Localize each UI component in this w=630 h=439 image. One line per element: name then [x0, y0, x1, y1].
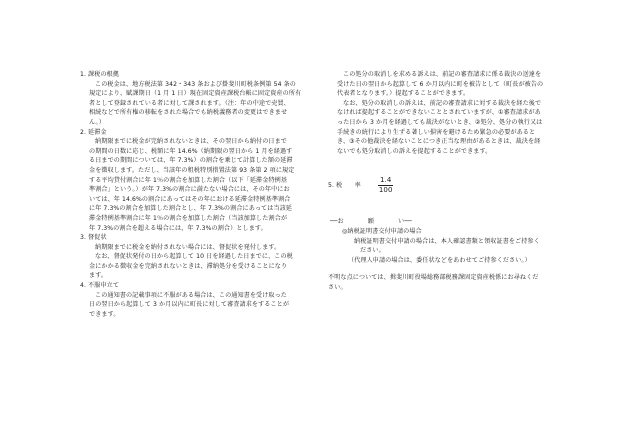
request-notice [328, 217, 560, 265]
text-line: ださい。 [360, 247, 385, 255]
text-line: この通知書の記載事項に不服がある場合は、この通知書を受け取った [95, 291, 288, 299]
section-title: 4. 不服申立て [80, 282, 120, 290]
right-column [328, 70, 560, 293]
text-line: できます。 [89, 310, 120, 318]
tax-rate-fraction [378, 176, 393, 195]
section-title: 1. 課税の根拠 [80, 71, 120, 78]
text-line: 納期限までに税金を納付されない場合には、督促状を発付します。 [95, 243, 281, 251]
notice-item: ◎納税証明書交付申請の場合 [342, 227, 422, 235]
notice-heading-left: ──お [330, 218, 344, 226]
section-body [80, 243, 312, 281]
text-line: 準割合」という。）が年 7.3%の割合に満たない場合には、その年中にお [89, 186, 290, 194]
text-line: この処分の取消しを求める訴えは、前記の審査請求に係る裁決の送達を [343, 71, 542, 78]
text-line: に年 7.3%の割合を加算した割合とし、年 7.3%の割合にあっては当該延 [89, 205, 293, 213]
text-line: 納期限までに税金が完納されないときは、その翌日から納付の日まで [95, 138, 288, 146]
text-line: ます。 [89, 272, 108, 280]
text-line: 滞金特例基準割合に年 1％の割合を加算した割合（当該加算した割合が [89, 214, 288, 222]
text-line: なければ提起することができないこととされていますが、①審査請求があ [337, 109, 541, 117]
text-line: この税金は、地方税法第 342・343 条および掛斐川町税条例第 54 条の [95, 80, 297, 88]
text-line: る日までの期間については、年 7.3%）の割合を乗じて計算した額の延滞 [89, 157, 293, 165]
text-line: 金にかかる徴収金を完納されないときは、滞納処分を受けることになり [89, 262, 288, 270]
text-line: 手続きの続行により生ずる著しい損害を避けるため緊急の必要があると [337, 128, 536, 136]
left-column [80, 70, 312, 319]
section-body [80, 291, 312, 320]
text-line: き、③その他裁決を経ないことにつき正当な理由があるときは、裁決を経 [337, 138, 541, 146]
notice-heading-mid: 願 [367, 218, 374, 226]
section-body [80, 80, 312, 128]
text-line: （代理人申請の場合は、委任状などをあわせてご持参ください。） [348, 256, 531, 264]
text-line: 規定により、賦課期日（1 月 1 日）現在固定資産課税台帳に固定資産の所有 [89, 90, 302, 98]
text-line: 不明な点については、揖斐川町役場総務部税務課固定資産税係にお尋ねくだ [328, 274, 539, 282]
text-line: 受けた日の翌日から起算して 6 か月以内に町を被告として（町長が被告の [337, 80, 544, 88]
tax-rate [328, 176, 560, 195]
tax-rate-numerator: 1.4 [380, 176, 392, 185]
text-line: 金を徴収します。ただし、当該年の租税特別措置法第 93 条第 2 項に規定 [89, 166, 295, 174]
text-line: 納税証明書交付申請の場合は、本人確認書類と領収証書をご持参く [354, 237, 540, 245]
text-line: 代表者となります。）提起することができます。 [337, 90, 470, 98]
closing-paragraph [328, 273, 560, 292]
text-line: 者として登録されている者に対して課されます。（注：年の中途で売買、 [89, 99, 290, 107]
text-line: 相続などで所有権の移転をされた場合でも納税義務者の変更はできませ [89, 109, 288, 117]
section-title: 2. 延滞金 [80, 128, 107, 136]
notice-heading-right: い── [398, 218, 412, 226]
text-line: 日の翌日から起算して 3 か月以内に町長に対して審査請求をすることが [89, 301, 290, 309]
text-line: いては、年 14.6%の割合にあってはその年における延滞金特例基準割合 [89, 195, 291, 203]
text-line: ないでも処分取消しの訴えを提起することができます。 [337, 147, 492, 155]
section-title: 3. 督促状 [80, 234, 107, 242]
tax-rate-denominator: 100 [378, 186, 393, 195]
section-body [80, 137, 312, 233]
notice-heading [330, 217, 560, 227]
text-line: った日から 3 か月を経過しても裁決がないとき、②処分、処分の執行又は [337, 118, 543, 126]
text-line: さい。 [328, 283, 347, 291]
text-line: する平均貸付割合に年 1％の割合を加算した割合（以下「延滞金特例基 [89, 176, 288, 184]
lawsuit-note-paragraph [328, 99, 560, 157]
text-line: ん。） [89, 118, 105, 126]
text-line: なお、督促状発付の日から起算して 10 日を経過した日までに、この税 [95, 253, 293, 261]
tax-rate-label: 5. 税 率 [328, 182, 361, 190]
text-line: 年 7.3%の割合を超える場合には、年 7.3%の割合）とします。 [89, 224, 267, 232]
lawsuit-paragraph [328, 70, 560, 99]
text-line: なお、処分の取消しの訴えは、前記の審査請求に対する裁決を経た後で [343, 99, 542, 107]
text-line: の期間の日数に応じ、税額に年 14.6%（納期限の翌日から 1 月を経過す [89, 147, 293, 155]
